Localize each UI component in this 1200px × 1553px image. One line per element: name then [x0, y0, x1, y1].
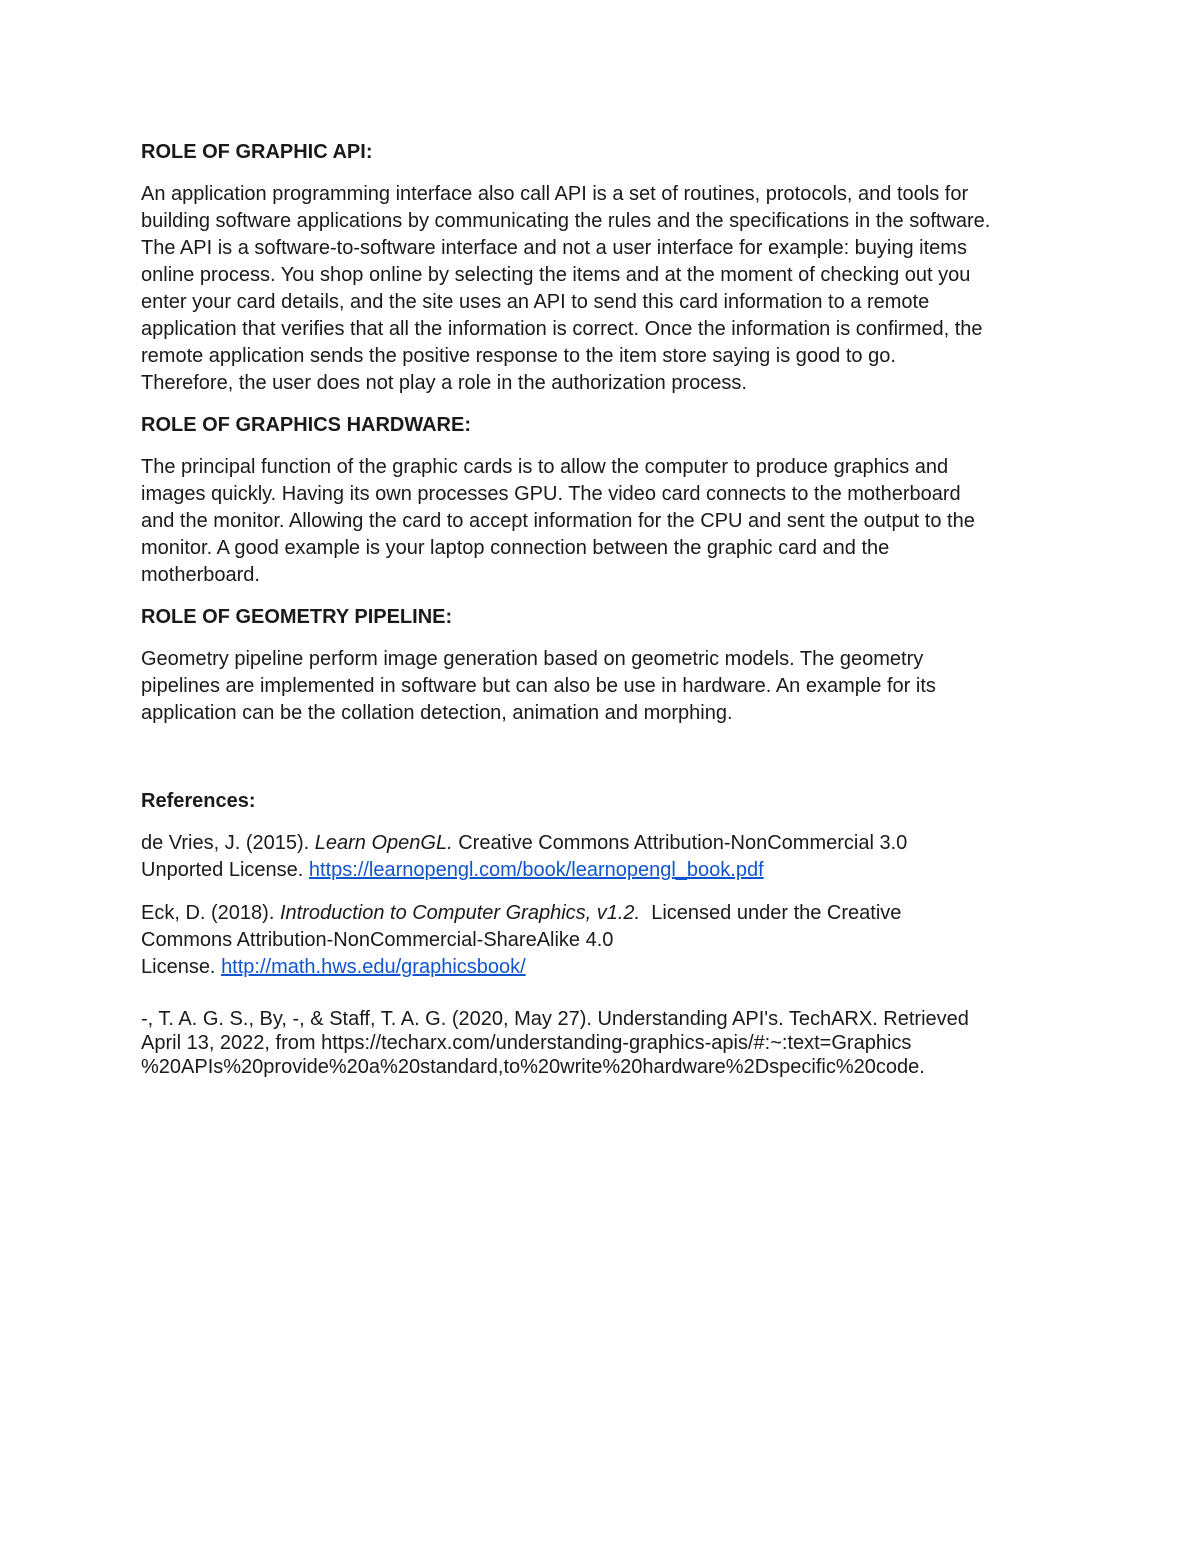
- text-line: An application programming interface also call API is a set of routines, protocols, and tools for: [141, 183, 969, 205]
- text-line: %20APIs%20provide%20a%20standard,to%20write%20hardware%2Dspecific%20code.: [141, 1056, 925, 1078]
- reference-devries: [141, 830, 1071, 884]
- text-line: and the monitor. Allowing the card to accept information for the CPU and sent the output to the: [141, 510, 975, 532]
- text-line: pipelines are implemented in software but can also be use in hardware. An example for its: [141, 675, 936, 697]
- ref-license-suffix: License.: [141, 956, 222, 978]
- text-line: online process. You shop online by selecting the items and at the moment of checking out you: [141, 264, 971, 286]
- text-line: Therefore, the user does not play a role in the authorization process.: [141, 372, 747, 394]
- text-line: April 13, 2022, from https://techarx.com/understanding-graphics-apis/#:~:text=Graphics: [141, 1032, 912, 1054]
- ref-title: Introduction to Computer Graphics, v1.2.: [279, 902, 641, 924]
- reference-eck: [141, 900, 1071, 981]
- text-line: Geometry pipeline perform image generation based on geometric models. The geometry: [141, 648, 924, 670]
- text-line: [141, 857, 1071, 884]
- text-line: building software applications by communicating the rules and the specifications in the software.: [141, 210, 991, 232]
- text-line: application that verifies that all the information is correct. Once the information is confirmed, the: [141, 318, 983, 340]
- ref-license-suffix: Unported License.: [141, 859, 309, 881]
- ref-title: Learn OpenGL.: [314, 832, 453, 854]
- ref-license: Creative Commons Attribution-NonCommercial 3.0: [452, 832, 908, 854]
- paragraph-graphic-api: [141, 181, 1071, 397]
- ref-link-learnopengl[interactable]: https://learnopengl.com/book/learnopengl_book.pdf: [308, 859, 764, 881]
- ref-link-graphicsbook[interactable]: http://math.hws.edu/graphicsbook/: [221, 956, 526, 978]
- heading-graphic-api: ROLE OF GRAPHIC API:: [141, 141, 373, 163]
- ref-author: de Vries, J. (2015).: [141, 832, 315, 854]
- text-line: [141, 900, 1071, 927]
- text-line: [141, 954, 1071, 981]
- document-body: [141, 139, 1071, 1095]
- text-line: images quickly. Having its own processes GPU. The video card connects to the motherboard: [141, 483, 961, 505]
- heading-references: References:: [141, 790, 256, 812]
- ref-author: Eck, D. (2018).: [141, 902, 280, 924]
- text-line: enter your card details, and the site uses an API to send this card information to a remote: [141, 291, 930, 313]
- paragraph-graphics-hardware: [141, 454, 1071, 589]
- spacer: [141, 742, 1071, 788]
- heading-geometry-pipeline: ROLE OF GEOMETRY PIPELINE:: [141, 606, 453, 628]
- text-line: application can be the collation detection, animation and morphing.: [141, 702, 733, 724]
- reference-techarx: [141, 1007, 1071, 1079]
- heading-graphics-hardware: ROLE OF GRAPHICS HARDWARE:: [141, 414, 471, 436]
- text-line: The principal function of the graphic cards is to allow the computer to produce graphics and: [141, 456, 949, 478]
- text-line: remote application sends the positive response to the item store saying is good to go.: [141, 345, 896, 367]
- text-line: The API is a software-to-software interface and not a user interface for example: buying items: [141, 237, 967, 259]
- text-line: [141, 830, 1071, 857]
- text-line: Commons Attribution-NonCommercial-ShareAlike 4.0: [141, 929, 614, 951]
- text-line: -, T. A. G. S., By, -, & Staff, T. A. G. (2020, May 27). Understanding API's. TechARX. Retrieved: [141, 1008, 969, 1030]
- text-line: motherboard.: [141, 564, 260, 586]
- text-line: monitor. A good example is your laptop connection between the graphic card and the: [141, 537, 890, 559]
- ref-license: Licensed under the Creative: [640, 902, 902, 924]
- paragraph-geometry-pipeline: [141, 646, 1071, 727]
